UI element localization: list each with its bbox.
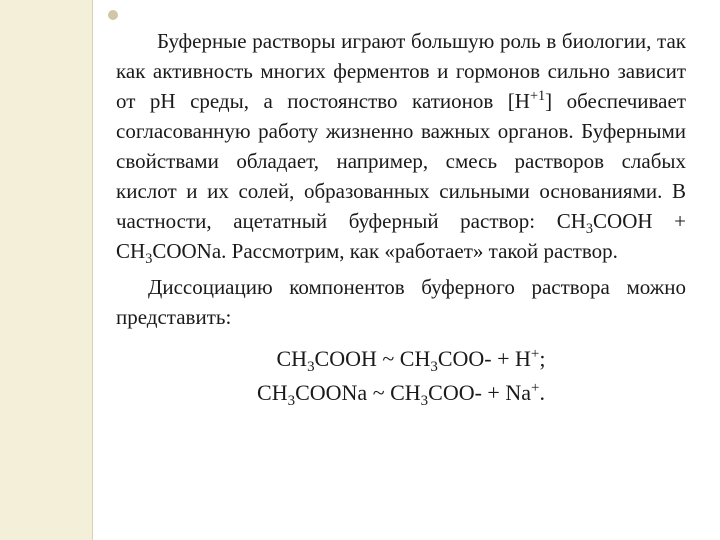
subscript: 3: [585, 220, 594, 237]
side-band-divider: [92, 0, 93, 540]
superscript: +: [530, 345, 540, 362]
subscript: 3: [145, 250, 153, 267]
text-run: COONa ~ CH: [295, 380, 421, 405]
formula-acetic-acid: [116, 342, 686, 376]
slide-content: [116, 26, 686, 410]
subscript: 3: [420, 393, 429, 410]
text-run: ] обеспечивает согласованную работу жизненно важных органов. Буферными свойствами обладает, например, смесь растворов слабых кислот и их солей, образованных сильными основаниями. В частности, ацетатный буферный раствор: СН: [116, 89, 687, 233]
text-run: COOH ~ CH: [314, 346, 431, 371]
paragraph-buffer-solutions: [116, 26, 686, 266]
text-run: ;: [539, 346, 546, 371]
formula-block: [116, 342, 686, 410]
bullet-dot-icon: [108, 10, 118, 20]
text-run: СООН + СН: [116, 209, 686, 263]
subscript: 3: [430, 359, 438, 376]
text-run: Диссоциацию компонентов буферного раствора можно представить:: [116, 275, 686, 329]
superscript: +: [531, 379, 540, 396]
text-run: CH: [257, 380, 288, 405]
text-run: СООNa. Рассмотрим, как «работает» такой раствор.: [152, 239, 618, 263]
subscript: 3: [307, 359, 315, 376]
text-run: COO- + H: [437, 346, 531, 371]
decorative-side-band: [0, 0, 92, 540]
text-run: COO- + Na: [428, 380, 531, 405]
subscript: 3: [287, 393, 296, 410]
paragraph-dissociation: [116, 272, 686, 332]
superscript: +1: [529, 88, 546, 105]
formula-sodium-acetate: [116, 376, 686, 410]
text-run: CH: [276, 346, 308, 371]
text-run: .: [539, 380, 545, 405]
text-run: Буферные растворы играют большую роль в биологии, так как активность многих ферментов и гормонов сильно зависит от рН среды, а постоянство катионов [Н: [116, 29, 686, 113]
